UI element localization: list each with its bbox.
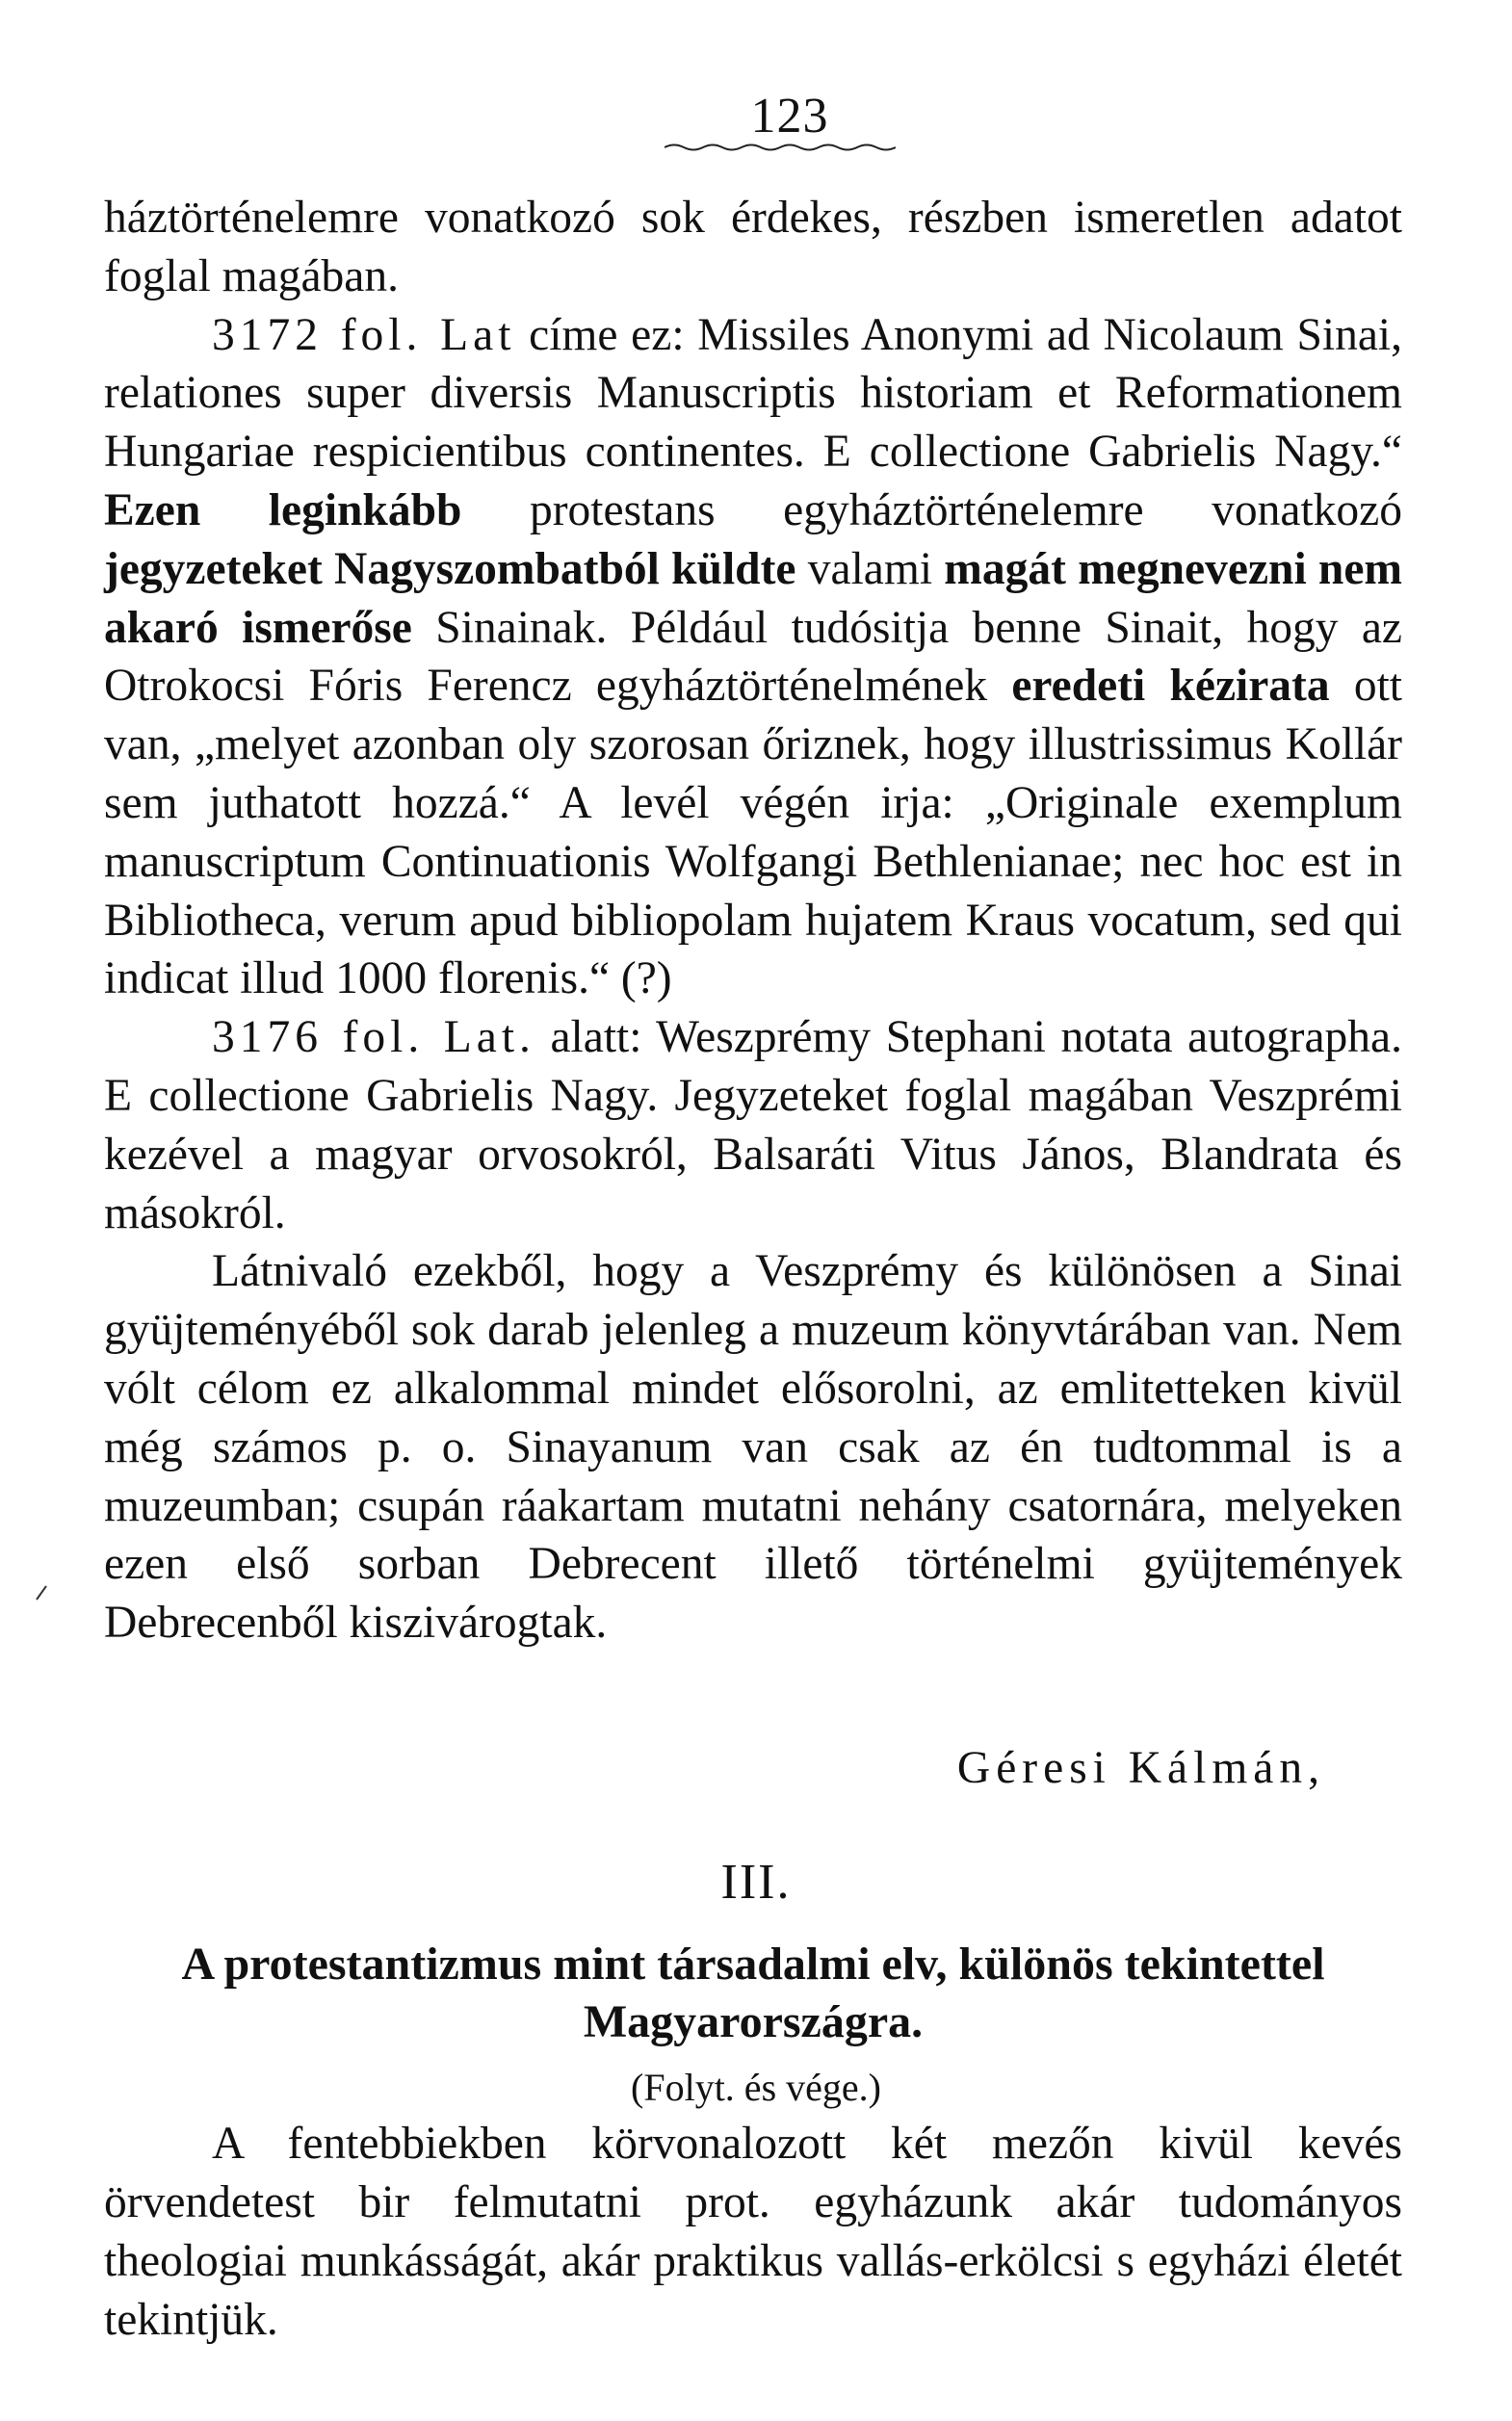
paragraph-2-text-d: Sinainak. Például tudósitja benne Sinait, hogy az Otrokocsi Fóris Ferencz egyháztörténelmének — [104, 602, 1403, 712]
manuscript-reference-3176: 3176 fol. Lat. — [212, 1012, 535, 1063]
paragraph-2-bold-d: eredeti kézirata — [1011, 661, 1330, 712]
page-number: 123 — [750, 89, 829, 143]
paragraph-3-text: alatt: Weszprémy Stephani notata autographa. E collectione Gabrielis Nagy. Jegyzeteket foglal magában Veszprémi kezével a magyar orvosokról, Balsaráti Vitus János, Blandrata és másokról. — [104, 1012, 1402, 1238]
margin-mark-icon — [35, 1584, 48, 1601]
paragraph-2-bold-a: Ezen leginkább — [104, 484, 462, 535]
paragraph-2 — [104, 306, 1402, 1009]
author-signature: Géresi Kálmán, — [956, 1743, 1325, 1793]
paragraph-2-text-b: protestans egyháztörténelemre vonatkozó — [461, 484, 1402, 535]
main-text — [104, 189, 1402, 1653]
paragraph-2-text-e: ott van, „melyet azonban oly szorosan őriznek, hogy illustrissimus Kollár sem juthatott hozzá.“ A levél végén irja: „Originale exemplum manuscriptum Continuationis Wolfgangi Bethlenianae; nec hoc est in Bibliotheca, verum apud bibliopolam hujatem Kraus vocatum, sed qui indicat illud 1000 florenis.“ (?) — [104, 661, 1402, 1004]
paragraph-2-bold-c: magát megnevezni nem akaró ismerőse — [104, 543, 1402, 653]
section-body: A fentebbiekben körvonalozott két mezőn kivül kevés örvendetest bir felmutatni prot. egyházunk akár tudományos theologiai munkásságát, akár praktikus vallás-erkölcsi s egyházi életét tekintjük. — [104, 2119, 1402, 2345]
manuscript-reference-3172: 3172 fol. Lat — [212, 309, 516, 360]
paragraph-2-text-a: címe ez: Missiles Anonymi ad Nicolaum Sinai, relationes super diversis Manuscriptis historiam et Reformationem Hungariae respicientibus continentes. E collectione Gabrielis Nagy.“ — [104, 309, 1402, 478]
paragraph-1: háztörténelemre vonatkozó sok érdekes, részben ismeretlen adatot foglal magában. — [104, 193, 1402, 301]
section-subtitle: (Folyt. és vége.) — [631, 2066, 881, 2109]
section-number: III. — [720, 1855, 792, 1910]
paragraph-2-text-c: valami — [795, 543, 945, 594]
paragraph-4: Látnivaló ezekből, hogy a Veszprémy és különösen a Sinai gyüjteményéből sok darab jelenleg a muzeum könyvtárában van. Nem vólt célom ez alkalommal mindet elősorolni, az emlitetteken kivül még számos p. o. Sinayanum van csak az én tudtommal is a muzeumban; csupán ráakartam mutatni nehány csatornára, melyeken ezen első sorban Debrecent illető történelmi gyüjtemények Debrecenből kiszivárogtak. — [104, 1246, 1402, 1649]
page-number-rule — [665, 143, 896, 152]
section-title: A protestantizmus mint társadalmi elv, különös tekintettel Magyarországra. — [181, 1939, 1325, 2047]
paragraph-2-bold-b: jegyzeteket Nagyszombatból küldte — [104, 543, 796, 594]
paragraph-3 — [104, 1008, 1402, 1242]
